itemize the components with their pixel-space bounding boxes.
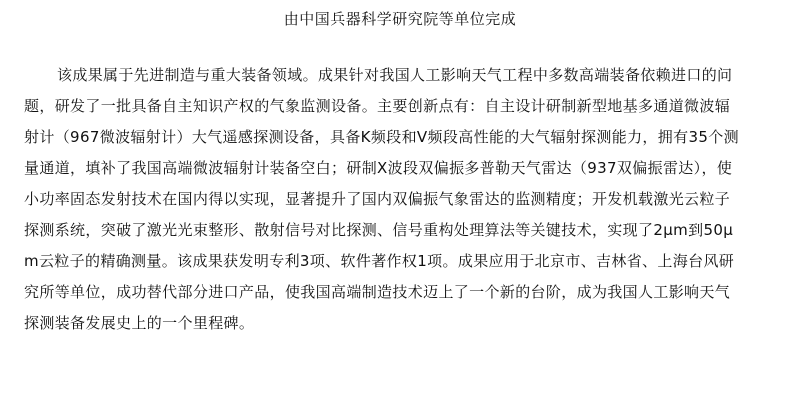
- paragraph-line: 射计（967微波辐射计）大气遥感探测设备，具备K频段和V频段高性能的大气辐射探测能力，拥有35个测: [24, 128, 739, 146]
- paragraph-line: 量通道，填补了我国高端微波辐射计装备空白；研制X波段双偏振多普勒天气雷达（937双偏振雷达），使: [24, 159, 733, 177]
- paragraph-line: 小功率固态发射技术在国内得以实现，显著提升了国内双偏振气象雷达的监测精度；开发机载激光云粒子: [24, 190, 731, 208]
- paragraph-line: m云粒子的精确测量。该成果获发明专利3项、软件著作权1项。成果应用于北京市、吉林省、上海台风研: [24, 252, 735, 270]
- paragraph-line: 探测系统，突破了激光光束整形、散射信号对比探测、信号重构处理算法等关键技术，实现了2μm到50μ: [24, 221, 734, 239]
- paragraph-line: 究所等单位，成功替代部分进口产品，使我国高端制造技术迈上了一个新的台阶，成为我国人工影响天气: [24, 283, 731, 301]
- document-title: 由中国兵器科学研究院等单位完成: [283, 10, 517, 28]
- paragraph-line: 探测装备发展史上的一个里程碑。: [24, 314, 255, 332]
- body-paragraph: [24, 66, 782, 345]
- paragraph-line: 该成果属于先进制造与重大装备领域。成果针对我国人工影响天气工程中多数高端装备依赖进口的问: [57, 66, 733, 84]
- paragraph-line: 题，研发了一批具备自主知识产权的气象监测设备。主要创新点有：自主设计研制新型地基多通道微波辐: [24, 97, 731, 115]
